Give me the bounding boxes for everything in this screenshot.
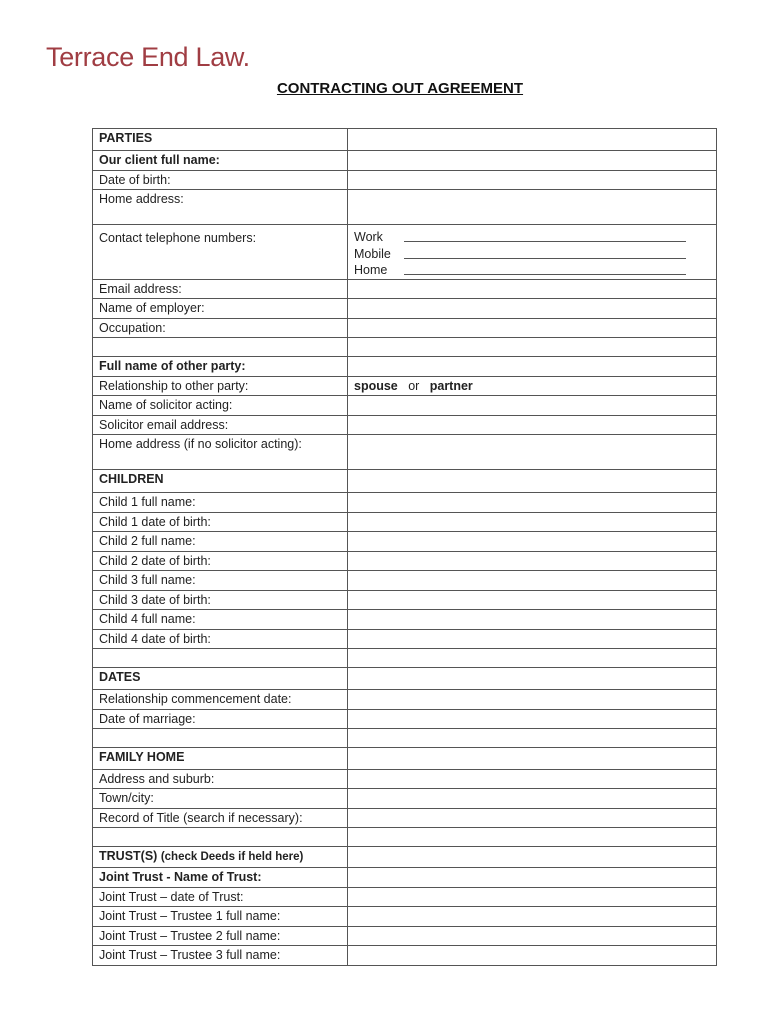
company-logo: Terrace End Law. [46, 42, 250, 72]
label-record-of-title: Record of Title (search if necessary): [93, 808, 348, 828]
label-employer: Name of employer: [93, 299, 348, 319]
option-partner[interactable]: partner [429, 378, 473, 393]
label-child1-dob: Child 1 date of birth: [93, 512, 348, 532]
field-relationship [348, 376, 717, 396]
trusts-heading-blank [348, 847, 717, 868]
field-email[interactable] [348, 279, 717, 299]
label-relationship: Relationship to other party: [93, 376, 348, 396]
phone-work-line[interactable] [354, 229, 710, 246]
trusts-heading-note: (check Deeds if held here) [160, 851, 304, 863]
phone-home-line[interactable] [354, 262, 710, 279]
field-address-suburb[interactable] [348, 769, 717, 789]
option-spouse[interactable]: spouse [354, 378, 398, 393]
field-child1-name[interactable] [348, 493, 717, 513]
field-relationship-commencement[interactable] [348, 690, 717, 710]
phone-mobile-line[interactable] [354, 246, 710, 263]
field-town-city[interactable] [348, 789, 717, 809]
label-email: Email address: [93, 279, 348, 299]
phone-home-blank[interactable] [404, 262, 686, 275]
field-trustee2[interactable] [348, 926, 717, 946]
label-child4-name: Child 4 full name: [93, 610, 348, 630]
dates-heading-blank [348, 668, 717, 690]
label-client-name: Our client full name: [93, 151, 348, 171]
field-date-of-marriage[interactable] [348, 709, 717, 729]
parties-heading-blank [348, 129, 717, 151]
family-home-heading-blank [348, 747, 717, 769]
field-solicitor-email[interactable] [348, 415, 717, 435]
children-heading-blank [348, 470, 717, 493]
section-heading-children: CHILDREN [93, 470, 348, 493]
spacer-row [348, 338, 717, 357]
agreement-form-table [92, 128, 717, 966]
spacer-row [348, 729, 717, 748]
label-other-party: Full name of other party: [93, 357, 348, 377]
field-child2-dob[interactable] [348, 551, 717, 571]
phone-mobile-label: Mobile [354, 246, 391, 261]
field-child3-name[interactable] [348, 571, 717, 591]
option-or: or [408, 378, 420, 393]
label-child2-name: Child 2 full name: [93, 532, 348, 552]
label-address-suburb: Address and suburb: [93, 769, 348, 789]
field-home-address[interactable] [348, 190, 717, 225]
label-trustee1: Joint Trust – Trustee 1 full name: [93, 907, 348, 927]
field-other-party[interactable] [348, 357, 717, 377]
spacer-row [348, 828, 717, 847]
label-child3-dob: Child 3 date of birth: [93, 590, 348, 610]
field-child4-dob[interactable] [348, 629, 717, 649]
field-client-name[interactable] [348, 151, 717, 171]
field-trustee1[interactable] [348, 907, 717, 927]
field-child2-name[interactable] [348, 532, 717, 552]
field-record-of-title[interactable] [348, 808, 717, 828]
trusts-heading-text: TRUST(S) [99, 849, 158, 863]
field-home-address-no-solicitor[interactable] [348, 435, 717, 470]
document-title: CONTRACTING OUT AGREEMENT [276, 80, 524, 97]
field-occupation[interactable] [348, 318, 717, 338]
label-contact-phone: Contact telephone numbers: [93, 225, 348, 280]
phone-work-blank[interactable] [404, 229, 686, 242]
label-occupation: Occupation: [93, 318, 348, 338]
field-client-dob[interactable] [348, 170, 717, 190]
label-trustee3: Joint Trust – Trustee 3 full name: [93, 946, 348, 966]
label-child2-dob: Child 2 date of birth: [93, 551, 348, 571]
label-child1-name: Child 1 full name: [93, 493, 348, 513]
section-heading-dates: DATES [93, 668, 348, 690]
section-heading-family-home: FAMILY HOME [93, 747, 348, 769]
label-town-city: Town/city: [93, 789, 348, 809]
spacer-row [93, 828, 348, 847]
field-solicitor[interactable] [348, 396, 717, 416]
label-home-address-no-solicitor: Home address (if no solicitor acting): [93, 435, 348, 470]
spacer-row [93, 729, 348, 748]
label-relationship-commencement: Relationship commencement date: [93, 690, 348, 710]
phone-work-label: Work [354, 230, 383, 244]
phone-mobile-blank[interactable] [404, 246, 686, 259]
field-child3-dob[interactable] [348, 590, 717, 610]
label-trust-date: Joint Trust – date of Trust: [93, 887, 348, 907]
label-client-dob: Date of birth: [93, 170, 348, 190]
label-solicitor-email: Solicitor email address: [93, 415, 348, 435]
field-child4-name[interactable] [348, 610, 717, 630]
field-trustee3[interactable] [348, 946, 717, 966]
spacer-row [93, 338, 348, 357]
label-child3-name: Child 3 full name: [93, 571, 348, 591]
phone-home-label: Home [354, 263, 388, 277]
label-solicitor: Name of solicitor acting: [93, 396, 348, 416]
section-heading-parties: PARTIES [93, 129, 348, 151]
field-child1-dob[interactable] [348, 512, 717, 532]
label-date-of-marriage: Date of marriage: [93, 709, 348, 729]
section-heading-trusts [93, 847, 348, 868]
label-trustee2: Joint Trust – Trustee 2 full name: [93, 926, 348, 946]
label-child4-dob: Child 4 date of birth: [93, 629, 348, 649]
field-employer[interactable] [348, 299, 717, 319]
spacer-row [93, 649, 348, 668]
field-contact-phone [348, 225, 717, 280]
field-trust-date[interactable] [348, 887, 717, 907]
label-trust-name: Joint Trust - Name of Trust: [93, 868, 348, 888]
label-home-address: Home address: [93, 190, 348, 225]
field-trust-name[interactable] [348, 868, 717, 888]
spacer-row [348, 649, 717, 668]
